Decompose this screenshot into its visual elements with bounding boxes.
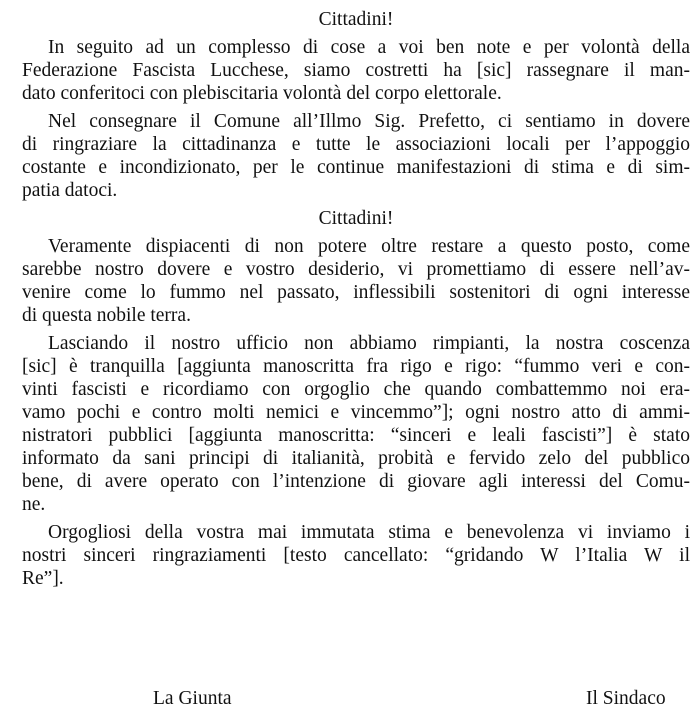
text-line: Nel consegnare il Comune all’Illmo Sig. Prefetto, ci sentiamo in dovere bbox=[48, 111, 690, 132]
text-line: nistratori pubblici [aggiunta manoscritta: “sinceri e leali fascisti”] è stato bbox=[22, 425, 690, 446]
text-line: Re”]. bbox=[22, 568, 64, 589]
text-line: informato da sani principi di italianità, probità e fervido zelo del pubblico bbox=[22, 448, 690, 469]
paragraph-group-2 bbox=[22, 235, 690, 590]
text-line: bene, di avere operato con l’intenzione di giovare agli interessi del Comu- bbox=[22, 471, 690, 492]
text-line: ne. bbox=[22, 494, 46, 515]
text-line: nostri sinceri ringraziamenti [testo cancellato: “gridando W l’Italia W il bbox=[22, 545, 690, 566]
heading-cittadini-2: Cittadini! bbox=[318, 208, 394, 229]
heading-cittadini-1: Cittadini! bbox=[318, 9, 394, 30]
paragraph bbox=[22, 332, 690, 516]
text-line: patia datoci. bbox=[22, 180, 118, 201]
text-line: Veramente dispiacenti di non potere oltre restare a questo posto, come bbox=[48, 236, 690, 257]
text-line: In seguito ad un complesso di cose a voi ben note e per volontà della bbox=[48, 37, 690, 58]
text-line: [sic] è tranquilla [aggiunta manoscritta fra rigo e rigo: “fummo veri e con- bbox=[22, 356, 690, 377]
text-line: Federazione Fascista Lucchese, siamo costretti ha [sic] rassegnare il man- bbox=[22, 60, 690, 81]
text-line: venire come lo fummo nel passato, inflessibili sostenitori di ogni interesse bbox=[22, 282, 690, 303]
paragraph bbox=[22, 235, 690, 327]
signature-il-sindaco: Il Sindaco bbox=[586, 688, 666, 709]
text-line: dato conferitoci con plebiscitaria volontà del corpo elettorale. bbox=[22, 83, 502, 104]
paragraph bbox=[22, 36, 690, 105]
text-line: vamo pochi e contro molti nemici e vincemmo”]; ogni nostro atto di ammi- bbox=[22, 402, 690, 423]
text-line: vinti fascisti e ricordiamo con orgoglio che quando combattemmo noi era- bbox=[22, 379, 690, 400]
text-line: di ringraziare la cittadinanza e tutte le associazioni locali per l’appoggio bbox=[22, 134, 690, 155]
paragraph-group-1 bbox=[22, 36, 690, 202]
text-line: costante e incondizionato, per le continue manifestazioni di stima e di sim- bbox=[22, 157, 690, 178]
text-line: di questa nobile terra. bbox=[22, 305, 191, 326]
signature-la-giunta: La Giunta bbox=[153, 688, 232, 709]
text-line: Lasciando il nostro ufficio non abbiamo rimpianti, la nostra coscenza bbox=[48, 333, 690, 354]
paragraph bbox=[22, 521, 690, 590]
text-line: Orgogliosi della vostra mai immutata stima e benevolenza vi inviamo i bbox=[48, 522, 690, 543]
document-body bbox=[22, 8, 690, 595]
text-line: sarebbe nostro dovere e vostro desiderio, vi promettiamo di essere nell’av- bbox=[22, 259, 690, 280]
signature-row bbox=[0, 687, 700, 711]
paragraph bbox=[22, 110, 690, 202]
